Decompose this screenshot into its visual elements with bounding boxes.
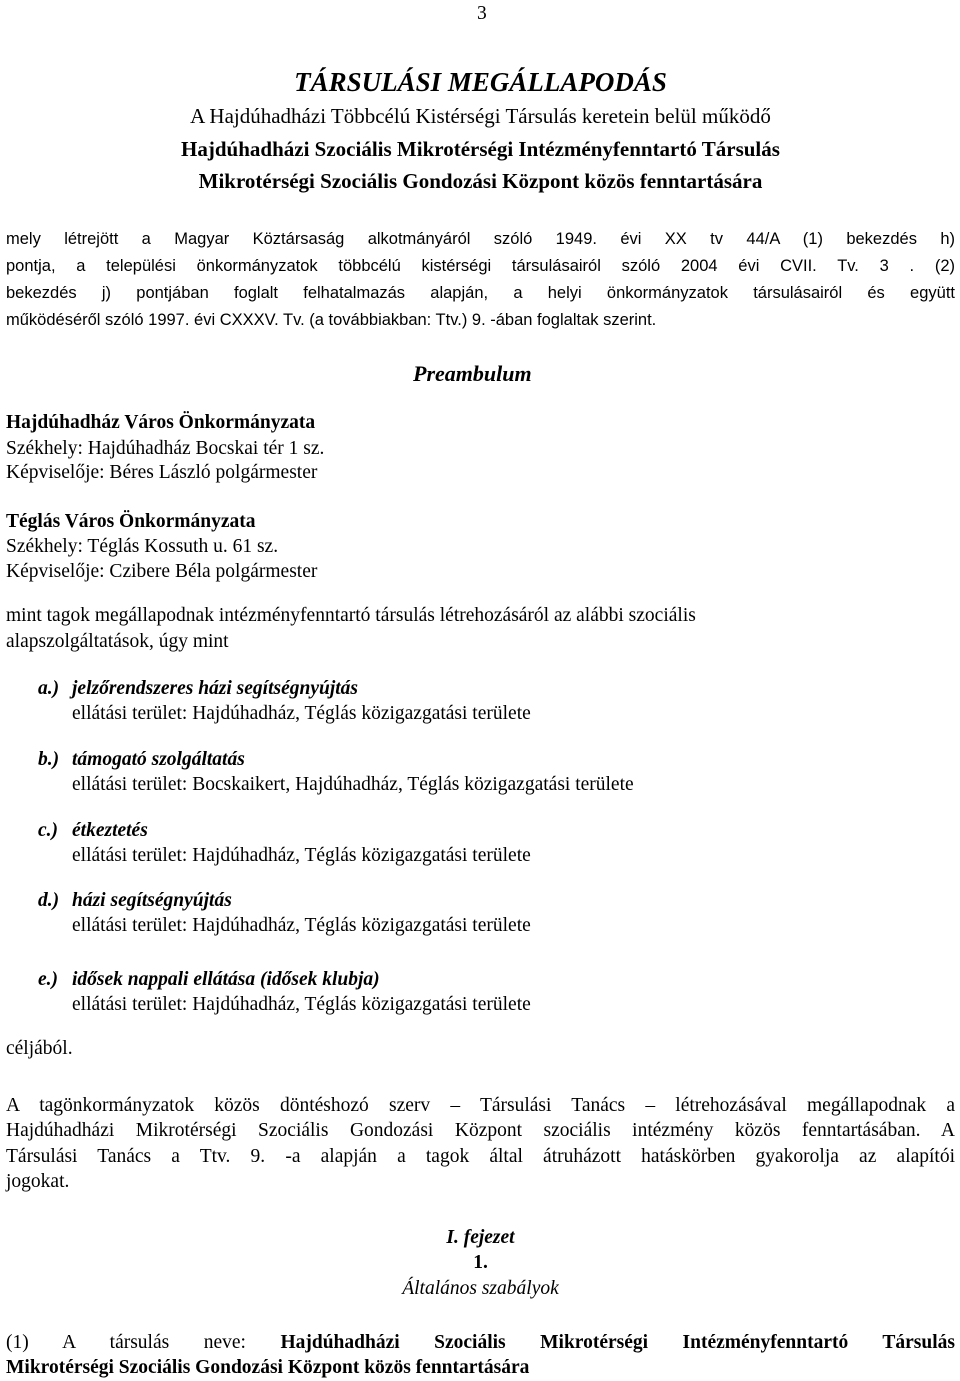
agreement-line-1: mint tagok megállapodnak intézményfenntartó társulás létrehozásáról az alábbi szociális bbox=[6, 605, 696, 626]
intro-line-1: mely létrejött a Magyar Köztársaság alkotmányáról szóló 1949. évi XX tv 44/A (1) bekezdés h) bbox=[6, 230, 955, 248]
document-title: TÁRSULÁSI MEGÁLLAPODÁS bbox=[294, 67, 667, 97]
service-b-title: b.) támogató szolgáltatás bbox=[38, 749, 245, 770]
intro-line-4: működéséről szóló 1997. évi CXXXV. Tv. (a továbbiakban: Ttv.) 9. -ában foglaltak szerint. bbox=[6, 311, 657, 329]
service-b-area: ellátási terület: Bocskaikert, Hajdúhadház, Téglás közigazgatási területe bbox=[72, 774, 634, 795]
association-name-part-2: Mikrotérségi Szociális Gondozási Központ közös fenntartására bbox=[6, 1357, 530, 1378]
member-1-representative: Képviselője: Béres László polgármester bbox=[6, 462, 318, 483]
service-c-title: c.) étkeztetés bbox=[38, 820, 148, 841]
council-line-2: Hajdúhadházi Mikrotérségi Szociális Gondozási Központ szociális intézmény közös fenntartásában. A bbox=[6, 1120, 955, 1141]
member-1-seat: Székhely: Hajdúhadház Bocskai tér 1 sz. bbox=[6, 438, 325, 459]
intro-line-3: bekezdés j) pontjában foglalt felhatalmazás alapján, a helyi önkormányzatok társulásairól és együtt bbox=[6, 284, 955, 302]
subtitle-line-1: A Hajdúhadházi Többcélú Kistérségi Társulás keretein belül működő bbox=[190, 104, 771, 128]
section-heading: Általános szabályok bbox=[402, 1278, 559, 1299]
page-number: 3 bbox=[477, 3, 487, 24]
service-d-area: ellátási terület: Hajdúhadház, Téglás közigazgatási területe bbox=[72, 915, 531, 936]
member-2-name: Téglás Város Önkormányzata bbox=[6, 511, 256, 532]
subtitle-line-2: Hajdúhadházi Szociális Mikrotérségi Intézményfenntartó Társulás bbox=[181, 137, 780, 161]
preambulum-heading: Preambulum bbox=[413, 361, 532, 386]
service-e-title: e.) idősek nappali ellátása (idősek klubja) bbox=[38, 969, 380, 990]
service-a-area: ellátási terület: Hajdúhadház, Téglás közigazgatási területe bbox=[72, 703, 531, 724]
purpose-text: céljából. bbox=[6, 1038, 73, 1059]
chapter-title: I. fejezet bbox=[446, 1227, 515, 1248]
council-line-4: jogokat. bbox=[6, 1171, 70, 1192]
service-e-area: ellátási terület: Hajdúhadház, Téglás közigazgatási területe bbox=[72, 994, 531, 1015]
clause-1-line-1 bbox=[6, 1331, 955, 1355]
council-line-1: A tagönkormányzatok közös döntéshozó szerv – Társulási Tanács – létrehozásával megállapodnak a bbox=[6, 1095, 955, 1116]
service-a-title: a.) jelzőrendszeres házi segítségnyújtás bbox=[38, 678, 359, 699]
agreement-line-2: alapszolgáltatások, úgy mint bbox=[6, 631, 229, 652]
section-number: 1. bbox=[473, 1252, 488, 1273]
service-c-area: ellátási terület: Hajdúhadház, Téglás közigazgatási területe bbox=[72, 845, 531, 866]
service-d-title: d.) házi segítségnyújtás bbox=[38, 890, 232, 911]
member-1-name: Hajdúhadház Város Önkormányzata bbox=[6, 412, 316, 433]
council-line-3: Társulási Tanács a Ttv. 9. -a alapján a tagok által átruházott hatáskörben gyakorolja az alapítói bbox=[6, 1146, 955, 1167]
intro-line-2: pontja, a települési önkormányzatok többcélú kistérségi társulásairól szóló 2004 évi CVII. Tv. 3 . (2) bbox=[6, 257, 955, 275]
clause-1-prefix: (1) A társulás neve: bbox=[6, 1332, 281, 1353]
subtitle-line-3: Mikrotérségi Szociális Gondozási Központ közös fenntartására bbox=[198, 169, 763, 193]
association-name-part-1: Hajdúhadházi Szociális Mikrotérségi Intézményfenntartó Társulás bbox=[280, 1332, 956, 1353]
member-2-seat: Székhely: Téglás Kossuth u. 61 sz. bbox=[6, 536, 279, 557]
member-2-representative: Képviselője: Czibere Béla polgármester bbox=[6, 561, 318, 582]
